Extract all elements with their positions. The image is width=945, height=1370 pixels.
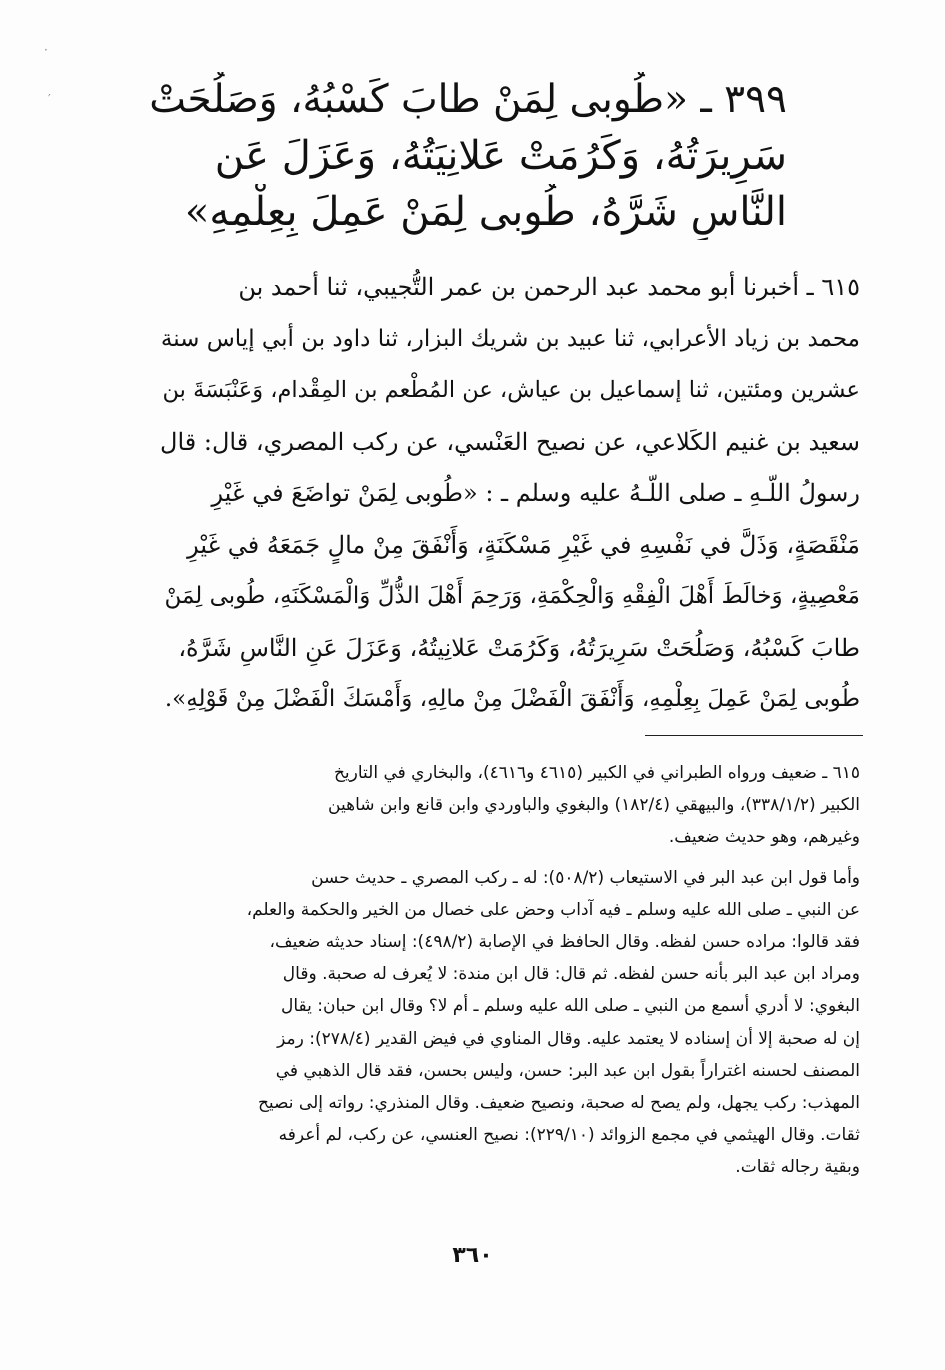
- footnote-line: إن له صحبة إلا أن إسناده لا يعتمد عليه. وقال المناوي في فيض القدير (٢٧٨/٤): رمز: [277, 1028, 860, 1049]
- footnote-line: وأما قول ابن عبد البر في الاستيعاب (٥٠٨/٢): له ـ ركب المصري ـ حديث حسن: [311, 867, 860, 888]
- heading-line: ٣٩٩ ـ «طُوبى لِمَنْ طابَ كَسْبُهُ، وَصَلُحَتْ: [149, 77, 787, 122]
- footnote-line: ومراد ابن عبد البر بأنه حسن لفظه. ثم قال: قال ابن مندة: لا يُعرف له صحبة. وقال: [282, 964, 860, 985]
- paragraph-gap: [160, 854, 860, 862]
- footnote-paragraph-discussion: [160, 862, 860, 1184]
- footnote-line: ٦١٥ ـ ضعيف ورواه الطبراني في الكبير (٤٦١٥ و٤٦١٦)، والبخاري في التاريخ: [333, 763, 860, 783]
- footnote-line: وغيرهم، وهو حديث ضعيف.: [668, 827, 860, 848]
- footnote-line: وبقية رجاله ثقات.: [735, 1157, 860, 1178]
- footnote-line: المصنف لحسنه اغتراراً بقول ابن عبد البر: حسن، وليس بحسن، فقد قال الذهبي في: [275, 1060, 860, 1081]
- main-text-line: طُوبى لِمَنْ عَمِلَ بِعِلْمِهِ، وَأَنْفَقَ الْفَضْلَ مِنْ مالِهِ، وَأَمْسَكَ الْفَضْلَ مِنْ قَوْلِهِ».: [164, 686, 860, 712]
- footnote-paragraph-grading: [160, 757, 860, 854]
- main-text-line: عشرين ومئتين، ثنا إسماعيل بن عياش، عن المُطْعم بن المِقْدام، وَعَنْبَسَةَ بن: [162, 377, 860, 403]
- footnote-line: عن النبي ـ صلى الله عليه وسلم ـ فيه آداب وحض على خصال من الخير والحكمة والعلم،: [246, 899, 860, 920]
- footnote-line: البغوي: لا أدري أسمع من النبي ـ صلى الله عليه وسلم ـ أم لا؟ وقال ابن حبان: يقال: [280, 996, 860, 1017]
- footnote-separator: [645, 735, 863, 736]
- footnote-line: المهذب: ركب يجهل، ولم يصح له صحبة، ونصيح ضعيف. وقال المنذري: رواته إلى نصيح: [257, 1092, 860, 1113]
- heading-line: النَّاسِ شَرَّهُ، طُوبى لِمَنْ عَمِلَ بِعِلْمِهِ»: [184, 189, 787, 235]
- main-text-line: طابَ كَسْبُهُ، وَصَلُحَتْ سَرِيرَتُهُ، وَكَرُمَتْ عَلانِيتُهُ، وَعَزَلَ عَنِ النَّاسِ شَرَّهُ،: [178, 633, 860, 662]
- heading-line: سَرِيرَتُهُ، وَكَرُمَتْ عَلانِيَتُهُ، وَعَزَلَ عَن: [214, 133, 787, 179]
- main-text-line: مَنْقَصَةٍ، وَذَلَّ في نَفْسِهِ في غَيْرِ مَسْكَنَةٍ، وَأَنْفَقَ مِنْ مالٍ جَمَعَهُ في غَيْرِ: [187, 530, 860, 559]
- main-text-line: ٦١٥ ـ أخبرنا أبو محمد عبد الرحمن بن عمر التُّجيبي، ثنا أحمد بن: [238, 273, 860, 301]
- footnote-line: فقد قالوا: مراده حسن لفظه. وقال الحافظ في الإصابة (٤٩٨/٢): إسناد حديثه ضعيف،: [269, 931, 860, 952]
- footnote-line: ثقات. وقال الهيثمي في مجمع الزوائد (٢٢٩/١٠): نصيح العنسي، عن ركب، لم أعرفه: [278, 1125, 860, 1146]
- page-number: ٣٦٠: [452, 1243, 493, 1268]
- main-text-line: سعيد بن غنيم الكَلاعي، عن نصيح العَنْسي، عن ركب المصري، قال: قال: [160, 427, 860, 456]
- main-text-line: مَعْصِيةٍ، وَخالَطَ أَهْلَ الْفِقْهِ وَالْحِكْمَةِ، وَرَحِمَ أَهْلَ الذُّلِّ وَالْمَسْكَنَهِ، طُوبى لِمَنْ: [164, 583, 860, 609]
- scan-speck: ·: [44, 43, 48, 57]
- footnote-line: الكبير (٣٣٨/١/٢)، والبيهقي (١٨٢/٤) والبغوي والباوردي وابن قانع وابن شاهين: [328, 795, 860, 816]
- scan-speck: ′: [48, 92, 51, 106]
- footnotes: [160, 757, 860, 1183]
- main-text-line: محمد بن زياد الأعرابي، ثنا عبيد بن شريك البزار، ثنا داود بن أبي إياس سنة: [160, 325, 860, 352]
- hadith-heading: [147, 72, 787, 240]
- main-text-line: رسولُ اللّـهِ ـ صلى اللّـهُ عليه وسلم ـ : «طُوبى لِمَنْ تواضَعَ في غَيْرِ: [211, 479, 860, 507]
- hadith-chain-and-text: [160, 262, 860, 726]
